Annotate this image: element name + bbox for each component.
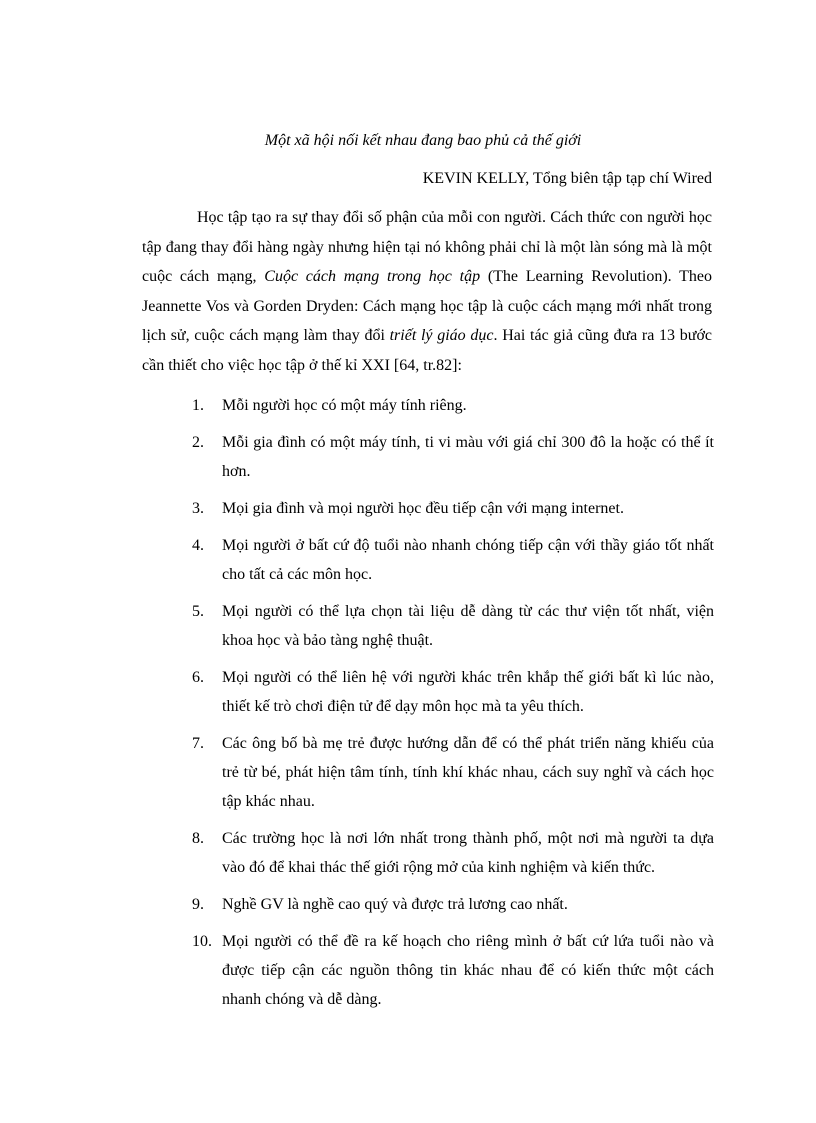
list-item	[142, 531, 714, 589]
list-item-number: 1.	[192, 397, 204, 414]
list-item-text: Mỗi gia đình có một máy tính, ti vi màu với giá chỉ 300 đô la hoặc có thể ít hơn.	[222, 434, 714, 480]
list-item	[142, 494, 714, 523]
epigraph-quote: Một xã hội nối kết nhau đang bao phủ cả thế giới	[264, 132, 582, 149]
list-item-number: 3.	[192, 500, 204, 517]
list-item-number: 9.	[192, 896, 204, 913]
list-item	[142, 428, 714, 486]
intro-italic-education-philosophy: triết lý giáo dục	[389, 327, 494, 344]
list-item-text: Mọi người có thể liên hệ với người khác trên khắp thế giới bất kì lúc nào, thiết kế trò chơi điện tử để dạy môn học mà ta yêu thích.	[222, 669, 714, 715]
list-item	[142, 597, 714, 655]
list-item-text: Mọi người ở bất cứ độ tuổi nào nhanh chóng tiếp cận với thầy giáo tốt nhất cho tất cả các môn học.	[222, 537, 714, 583]
list-item-text: Mọi người có thể đề ra kế hoạch cho riêng mình ở bất cứ lứa tuổi nào và được tiếp cận các nguồn thông tin khác nhau để có kiến thức một cách nhanh chóng và dễ dàng.	[222, 933, 714, 1008]
list-item-number: 7.	[192, 735, 204, 752]
intro-italic-learning-revolution: Cuộc cách mạng trong học tập	[264, 268, 481, 285]
intro-text-3: . Hai tác giả cũng đưa ra 13 bước cần thiết cho việc học tập ở thế kỉ XXI [64, tr.82]:	[142, 327, 713, 374]
list-item-number: 5.	[192, 603, 204, 620]
list-item-number: 4.	[192, 537, 204, 554]
intro-text-1: Học tập tạo ra sự thay đổi số phận của mỗi con người. Cách thức con người học tập đang thay đổi hàng ngày nhưng hiện tại nó không phải chỉ là một làn sóng mà là một cuộc cách mạng,	[142, 209, 712, 285]
list-item-number: 6.	[192, 669, 204, 686]
list-item-text: Các trường học là nơi lớn nhất trong thành phố, một nơi mà người ta dựa vào đó để khai thác thế giới rộng mở của kinh nghiệm và kiến thức.	[222, 830, 714, 876]
list-item-text: Mọi người có thể lựa chọn tài liệu dễ dàng từ các thư viện tốt nhất, viện khoa học và bảo tàng nghệ thuật.	[222, 603, 714, 649]
list-item	[142, 729, 714, 816]
list-item-number: 2.	[192, 434, 204, 451]
list-item	[142, 391, 714, 420]
list-item	[142, 663, 714, 721]
list-item-text: Các ông bố bà mẹ trẻ được hướng dẫn để có thể phát triển năng khiếu của trẻ từ bé, phát hiện tâm tính, tính khí khác nhau, cách suy nghĩ và cách học tập khác nhau.	[222, 735, 714, 810]
list-item-text: Nghề GV là nghề cao quý và được trả lương cao nhất.	[222, 896, 568, 913]
list-item	[142, 927, 714, 1014]
list-item-text: Mọi gia đình và mọi người học đều tiếp cận với mạng internet.	[222, 500, 624, 517]
list-item	[142, 890, 714, 919]
intro-paragraph	[142, 203, 712, 380]
list-item-text: Mỗi người học có một máy tính riêng.	[222, 397, 467, 414]
epigraph-attribution: KEVIN KELLY, Tổng biên tập tạp chí Wired	[422, 170, 712, 187]
list-item	[142, 824, 714, 882]
steps-list	[142, 391, 714, 1022]
list-item-number: 8.	[192, 830, 204, 847]
intro-text-2: (The Learning Revolution). Theo Jeannette Vos và Gorden Dryden: Cách mạng học tập là cuộc cách mạng mới nhất trong lịch sử, cuộc cách mạng làm thay đổi	[142, 268, 713, 344]
list-item-number: 10.	[192, 933, 212, 950]
